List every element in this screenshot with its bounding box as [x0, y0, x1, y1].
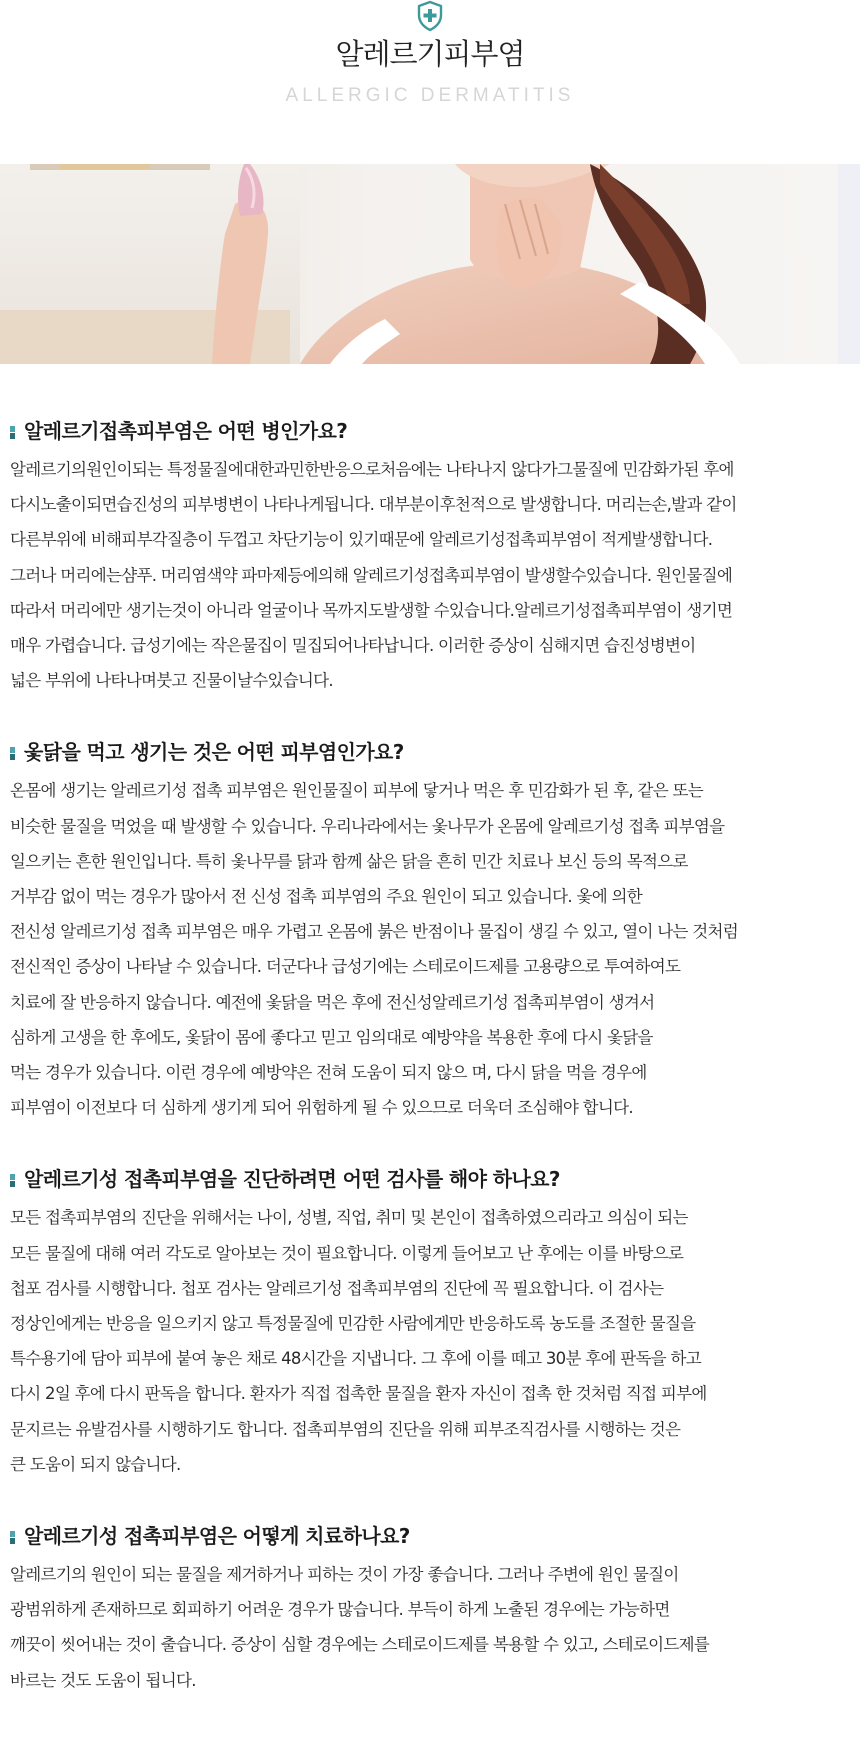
bullet-icon — [10, 1174, 15, 1187]
page-header — [0, 0, 860, 140]
section-title-text: 옻닭을 먹고 생기는 것은 어떤 피부염인가요? — [24, 740, 404, 765]
section-body: 온몸에 생기는 알레르기성 접촉 피부염은 원인물질이 피부에 닿거나 먹은 후 민감화가 된 후, 같은 또는 비슷한 물질을 먹었을 때 발생할 수 있습니다. 우리나라에서는 옻나무가 온몸에 알레르기성 접촉 피부염을 일으키는 흔한 원인입니다. 특히 옻나무를 닭과 함께 삶은 닭을 흔히 민간 치료나 보신 등의 목적으로 거부감 없이 먹는 경우가 많아서 전 신성 접촉 피부염의 주요 원인이 되고 있습니다. 옻에 의한 전신성 알레르기성 접촉 피부염은 매우 가렵고 온몸에 붉은 반점이나 물집이 생길 수 있고, 열이 나는 것처럼 전신적인 증상이 나타날 수 있습니다. 더군다나 급성기에는 스테로이드제를 고용량으로 투여하여도 치료에 잘 반응하지 않습니다. 예전에 옻닭을 먹은 후에 전신성알레르기성 접촉피부염이 생겨서 심하게 고생을 한 후에도, 옻닭이 몸에 좋다고 믿고 임의대로 예방약을 복용한 후에 다시 옻닭을 먹는 경우가 있습니다. 이런 경우에 예방약은 전혀 도움이 되지 않으 며, 다시 닭을 먹을 경우에 피부염이 이전보다 더 심하게 생기게 되어 위험하게 될 수 있으므로 더욱더 조심해야 합니다. — [10, 781, 738, 1118]
section-what-is — [10, 414, 810, 698]
section-title-text: 알레르기성 접촉피부염은 어떻게 치료하나요? — [24, 1524, 410, 1549]
page-subtitle: ALLERGIC DERMATITIS — [285, 85, 575, 106]
section-title — [10, 1519, 810, 1553]
section-title — [10, 414, 810, 448]
bullet-icon — [10, 747, 15, 760]
banner-image — [0, 164, 838, 364]
woman-touching-neck-photo — [0, 164, 838, 364]
section-title — [10, 735, 810, 769]
medical-shield-icon — [416, 0, 444, 32]
bullet-icon — [10, 1531, 15, 1544]
section-title-text: 알레르기성 접촉피부염을 진단하려면 어떤 검사를 해야 하나요? — [24, 1167, 560, 1192]
banner-edge — [838, 164, 860, 364]
section-title-text: 알레르기접촉피부염은 어떤 병인가요? — [24, 419, 348, 443]
section-lacquer-chicken — [10, 735, 810, 1125]
section-body: 알레르기의 원인이 되는 물질을 제거하거나 피하는 것이 가장 좋습니다. 그러나 주변에 원인 물질이 광범위하게 존재하므로 회피하기 어려운 경우가 많습니다. 부득이 하게 노출된 경우에는 가능하면 깨끗이 씻어내는 것이 출습니다. 증상이 심할 경우에는 스테로이드제를 복용할 수 있고, 스테로이드제를 바르는 것도 도움이 됩니다. — [10, 1565, 710, 1690]
section-title — [10, 1162, 810, 1196]
article-content — [10, 414, 810, 1735]
bullet-icon — [10, 426, 15, 439]
section-diagnosis — [10, 1162, 810, 1482]
page-title: 알레르기피부염 — [335, 37, 525, 71]
section-body: 알레르기의원인이되는 특정물질에대한과민한반응으로처음에는 나타나지 않다가그물질에 민감화가된 후에 다시노출이되면습진성의 피부병변이 나타나게됩니다. 대부분이후천적으로 발생합니다. 머리는손,발과 같이 다른부위에 비해피부각질층이 두껍고 차단기능이 있기때문에 알레르기성접촉피부염이 적게발생합니다. 그러나 머리에는샴푸. 머리염색약 파마제등에의해 알레르기성접촉피부염이 발생할수있습니다. 원인물질에 따라서 머리에만 생기는것이 아니라 얼굴이나 목까지도발생할 수있습니다.알레르기성접촉피부염이 생기면 매우 가렵습니다. 급성기에는 작은물집이 밀집되어나타납니다. 이러한 증상이 심해지면 습진성병변이 넓은 부위에 나타나며붓고 진물이날수있습니다. — [10, 460, 737, 691]
section-treatment — [10, 1519, 810, 1698]
section-body: 모든 접촉피부염의 진단을 위해서는 나이, 성별, 직업, 취미 및 본인이 접촉하였으리라고 의심이 되는 모든 물질에 대해 여러 각도로 알아보는 것이 필요합니다. 이렇게 들어보고 난 후에는 이를 바탕으로 첩포 검사를 시행합니다. 첩포 검사는 알레르기성 접촉피부염의 진단에 꼭 필요합니다. 이 검사는 정상인에게는 반응을 일으키지 않고 특정물질에 민감한 사람에게만 반응하도록 농도를 조절한 물질을 특수용기에 담아 피부에 붙여 놓은 채로 48시간을 지냅니다. 그 후에 이를 떼고 30분 후에 판독을 하고 다시 2일 후에 다시 판독을 합니다. 환자가 직접 접촉한 물질을 환자 자신이 접촉 한 것처럼 직접 피부에 문지르는 유발검사를 시행하기도 합니다. 접촉피부염의 진단을 위해 피부조직검사를 시행하는 것은 큰 도움이 되지 않습니다. — [10, 1208, 707, 1474]
